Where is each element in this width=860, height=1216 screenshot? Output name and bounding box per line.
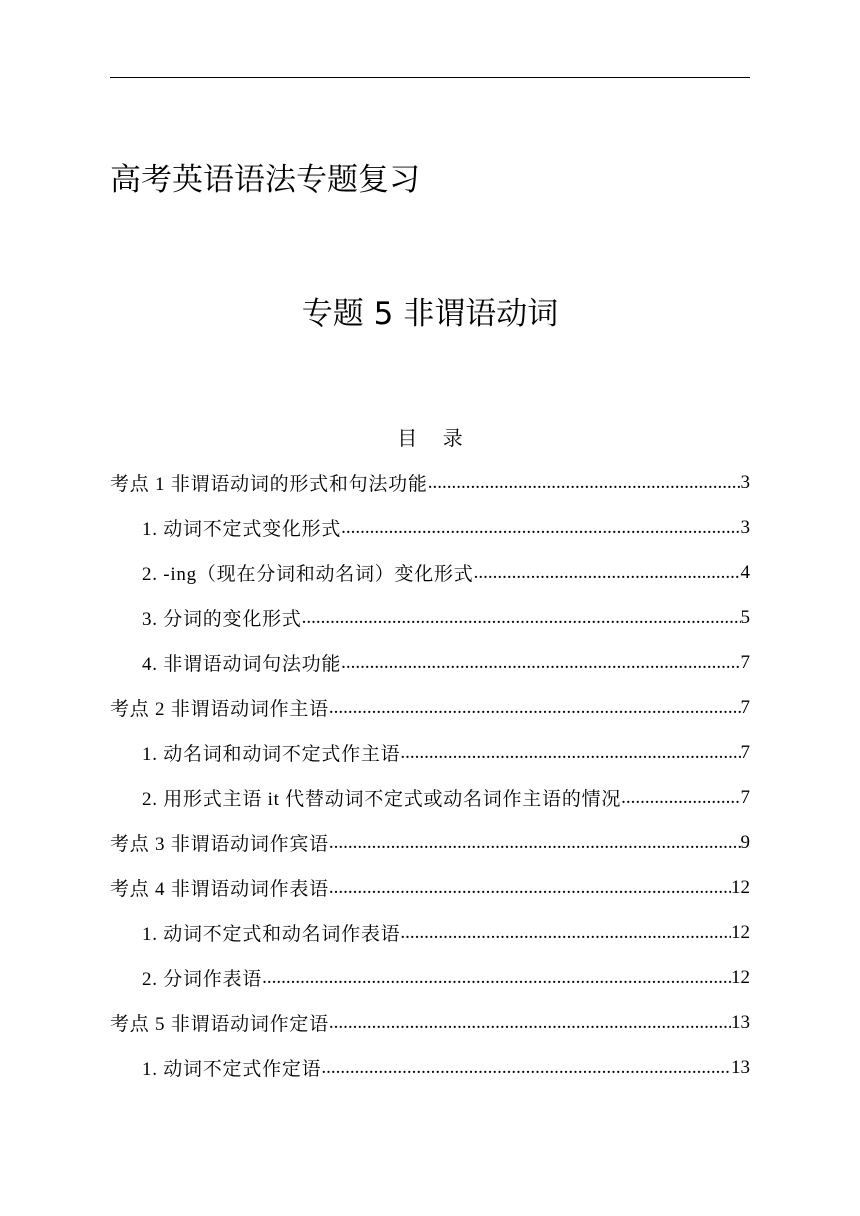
toc-entry[interactable] [110, 730, 750, 775]
toc-entry-label: 考点 5 非谓语动词作定语 [110, 1014, 329, 1035]
toc-dot-leader [341, 652, 740, 674]
toc-dot-leader [341, 517, 740, 539]
toc-entry-page: 9 [740, 831, 750, 853]
toc-entry[interactable] [110, 955, 750, 1000]
toc-entry-page: 12 [731, 876, 750, 898]
toc-dot-leader [621, 787, 740, 809]
toc-entry[interactable] [110, 865, 750, 910]
toc-entry[interactable] [110, 1045, 750, 1090]
toc-entry-label: 考点 4 非谓语动词作表语 [110, 879, 329, 900]
toc-entry-page: 7 [740, 696, 750, 718]
toc-entry-page: 5 [740, 606, 750, 628]
toc-dot-leader [329, 1012, 731, 1034]
toc-entry-page: 7 [740, 786, 750, 808]
document-title: 高考英语语法专题复习 [110, 162, 420, 198]
toc-dot-leader [428, 472, 741, 494]
toc-dot-leader [302, 607, 741, 629]
toc-entry-label: 1. 动词不定式和动名词作表语 [142, 924, 401, 945]
table-of-contents [110, 460, 750, 1090]
toc-entry-label: 2. 分词作表语 [142, 969, 263, 990]
toc-entry-label: 考点 2 非谓语动词作主语 [110, 699, 329, 720]
toc-entry[interactable] [110, 1000, 750, 1045]
toc-entry-label: 考点 1 非谓语动词的形式和句法功能 [110, 474, 428, 495]
toc-entry-label: 3. 分词的变化形式 [142, 609, 302, 630]
toc-entry-label: 4. 非谓语动词句法功能 [142, 654, 342, 675]
toc-entry-label: 1. 动名词和动词不定式作主语 [142, 744, 401, 765]
toc-entry[interactable] [110, 550, 750, 595]
toc-dot-leader [329, 832, 741, 854]
toc-dot-leader [400, 742, 740, 764]
toc-entry[interactable] [110, 505, 750, 550]
toc-dot-leader [400, 922, 731, 944]
toc-dot-leader [262, 967, 731, 989]
toc-entry-label: 2. 用形式主语 it 代替动词不定式或动名词作主语的情况 [142, 789, 622, 810]
toc-entry[interactable] [110, 595, 750, 640]
toc-entry-page: 12 [731, 921, 750, 943]
toc-entry[interactable] [110, 685, 750, 730]
toc-entry-label: 1. 动词不定式作定语 [142, 1059, 322, 1080]
toc-entry[interactable] [110, 640, 750, 685]
toc-entry-page: 12 [731, 966, 750, 988]
toc-entry-page: 3 [740, 471, 750, 493]
toc-entry-page: 7 [740, 651, 750, 673]
toc-entry-page: 13 [731, 1056, 750, 1078]
toc-heading: 目 录 [397, 426, 463, 450]
toc-dot-leader [329, 697, 741, 719]
toc-entry-label: 1. 动词不定式变化形式 [142, 519, 342, 540]
toc-dot-leader [329, 877, 731, 899]
toc-entry[interactable] [110, 910, 750, 955]
toc-entry[interactable] [110, 775, 750, 820]
header-rule [110, 77, 750, 78]
toc-entry-label: 考点 3 非谓语动词作宾语 [110, 834, 329, 855]
toc-dot-leader [474, 562, 741, 584]
toc-dot-leader [321, 1057, 731, 1079]
toc-entry-page: 13 [731, 1011, 750, 1033]
topic-title: 专题 5 非谓语动词 [301, 296, 559, 332]
toc-entry-label: 2. -ing（现在分词和动名词）变化形式 [142, 564, 474, 585]
toc-entry-page: 3 [740, 516, 750, 538]
toc-entry[interactable] [110, 460, 750, 505]
toc-entry-page: 7 [740, 741, 750, 763]
toc-entry[interactable] [110, 820, 750, 865]
toc-entry-page: 4 [740, 561, 750, 583]
